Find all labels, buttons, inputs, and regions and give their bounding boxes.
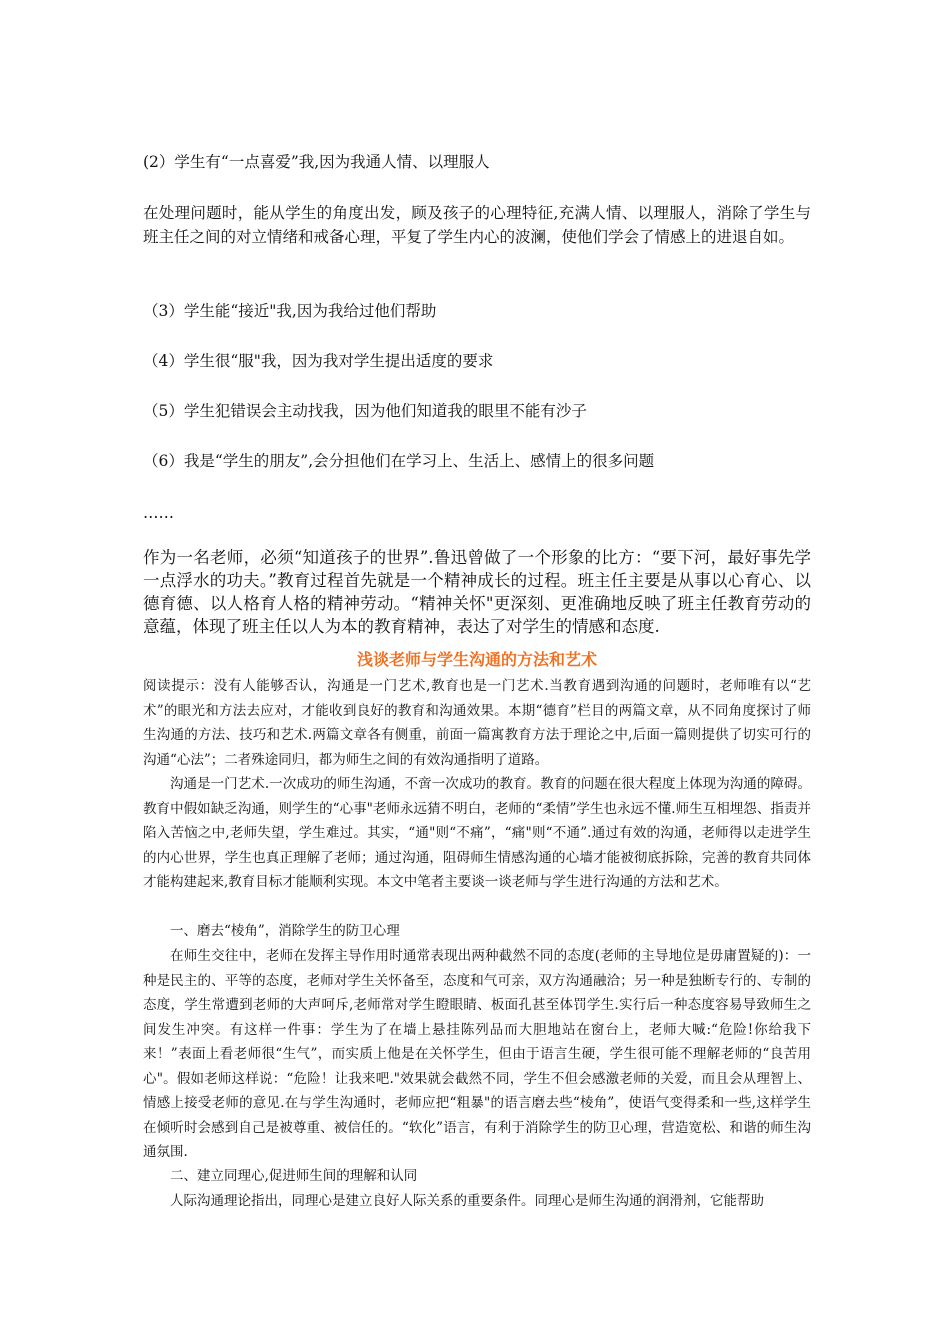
- item6: （6）我是“学生的朋友”,会分担他们在学习上、生活上、感情上的很多问题: [143, 452, 655, 470]
- paragraph-section-1: 在师生交往中，老师在发挥主导作用时通常表现出两种截然不同的态度(老师的主导地位是毋庸置疑的)：一种是民主的、平等的态度，老师对学生关怀备至，态度和气可亲，双方沟通融洽；另一种是独断专行的、专制的态度，学生常遭到老师的大声呵斥,老师常对学生瞪眼睛、板面孔甚至体罚学生.实行后一种态度容易导致师生之间发生冲突。有这样一件事：学生为了在墙上悬挂陈列品而大胆地站在窗台上，老师大喊:“危险!你给我下来！”表面上看老师很“生气”，而实质上他是在关怀学生，但由于语言生硬，学生很可能不理解老师的“良苦用心"。假如老师这样说：“危险！让我来吧."效果就会截然不同，学生不但会感激老师的关爱，而且会从理智上、情感上接受老师的意见.在与学生沟通时，老师应把“粗暴"的语言磨去些“棱角”，使语气变得柔和一些,这样学生在倾听时会感到自己是被尊重、被信任的。“软化”语言，有利于消除学生的防卫心理，营造宽松、和谐的师生沟通氛围.: [143, 948, 811, 1160]
- closing-paragraph: 作为一名老师，必须“知道孩子的世界”.鲁迅曾做了一个形象的比方：“要下河，最好事先学一点浮水的功夫。”教育过程首先就是一个精神成长的过程。班主任主要是从事以心育心、以德育德、以人格育人格的精神劳动。“精神关怀"更深刻、更准确地反映了班主任教育劳动的意蕴，体现了班主任以人为本的教育精神，表达了对学生的情感和态度.: [143, 548, 811, 636]
- reading-tip: 阅读提示：没有人能够否认，沟通是一门艺术,教育也是一门艺术.当教育遇到沟通的问题时，老师唯有以“艺术”的眼光和方法去应对，才能收到良好的教育和沟通效果。本期“德育”栏目的两篇文章，从不同角度探讨了师生沟通的方法、技巧和艺术.两篇文章各有侧重，前面一篇寓教育方法于理论之中,后面一篇则提供了切实可行的沟通“心法”；二者殊途同归，都为师生之间的有效沟通指明了道路。: [143, 678, 811, 768]
- item3: （3）学生能“接近"我,因为我给过他们帮助: [143, 302, 437, 320]
- item2-body: 在处理问题时，能从学生的角度出发，顾及孩子的心理特征,充满人情、以理服人，消除了学生与班主任之间的对立情绪和戒备心理，平复了学生内心的波澜，使他们学会了情感上的进退自如。: [143, 204, 811, 246]
- item4: （4）学生很“服"我，因为我对学生提出适度的要求: [143, 352, 494, 370]
- article-title: 浅谈老师与学生沟通的方法和艺术: [356, 650, 597, 669]
- paragraph-section-2: 人际沟通理论指出，同理心是建立良好人际关系的重要条件。同理心是师生沟通的润滑剂，它能帮助: [170, 1193, 764, 1209]
- section-heading-2: 二、建立同理心,促进师生间的理解和认同: [170, 1168, 418, 1184]
- ellipsis: ……: [143, 504, 174, 522]
- paragraph-communication-art: 沟通是一门艺术.一次成功的师生沟通，不啻一次成功的教育。教育的问题在很大程度上体现为沟通的障碍。教育中假如缺乏沟通，则学生的“心事"老师永远猜不明白，老师的“柔情”学生也永远不懂.师生互相埋怨、指责并陷入苦恼之中,老师失望，学生难过。其实，“通"则“不痛”，“痛"则“不通”.通过有效的沟通，老师得以走进学生的内心世界，学生也真正理解了老师；通过沟通，阻碍师生情感沟通的心墙才能被彻底拆除，完善的教育共同体才能构建起来,教育目标才能顺利实现。本文中笔者主要谈一谈老师与学生进行沟通的方法和艺术。: [143, 776, 811, 890]
- item2-heading: (2）学生有“一点喜爱”我,因为我通人情、以理服人: [143, 153, 490, 171]
- item5: （5）学生犯错误会主动找我，因为他们知道我的眼里不能有沙子: [143, 402, 587, 420]
- section-heading-1: 一、磨去“棱角”，消除学生的防卫心理: [170, 923, 400, 939]
